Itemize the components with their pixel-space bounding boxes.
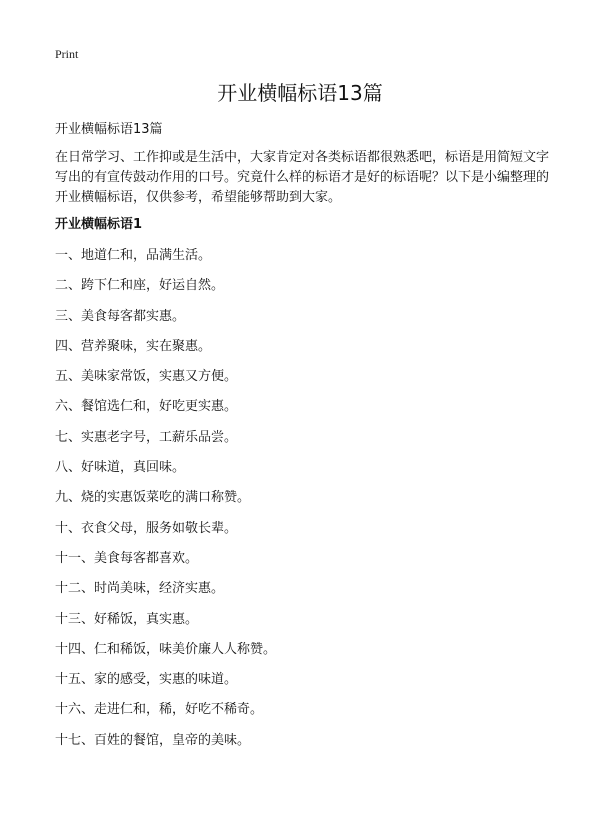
slogan-list [55, 247, 276, 762]
slogan-item: 三、美食每客都实惠。 [55, 308, 186, 324]
slogan-item: 十六、走进仁和，稀，好吃不稀奇。 [55, 702, 264, 718]
slogan-item: 四、营养聚味，实在聚惠。 [55, 338, 212, 354]
document-subtitle: 开业横幅标语13篇 [55, 122, 163, 137]
slogan-item: 一、地道仁和，品满生活。 [55, 248, 212, 263]
slogan-item: 九、烧的实惠饭菜吃的满口称赞。 [55, 490, 251, 506]
slogan-item: 八、好味道，真回味。 [55, 460, 186, 476]
print-link[interactable]: Print [55, 47, 79, 61]
slogan-item: 十四、仁和稀饭，味美价廉人人称赞。 [55, 641, 277, 657]
slogan-item: 五、美味家常饭，实惠又方便。 [55, 369, 238, 385]
slogan-item: 七、实惠老字号，工薪乐品尝。 [55, 429, 238, 445]
slogan-item: 十五、家的感受，实惠的味道。 [55, 672, 238, 688]
slogan-item: 十二、时尚美味，经济实惠。 [55, 581, 225, 597]
intro-paragraph: 在日常学习、工作抑或是生活中，大家肯定对各类标语都很熟悉吧，标语是用简短文字写出的有宣传鼓动作用的口号。究竟什么样的标语才是好的标语呢？以下是小编整理的开业横幅标语，仅供参考，希望能够帮助到大家。 [55, 150, 550, 205]
slogan-item: 六、餐馆选仁和，好吃更实惠。 [55, 399, 238, 415]
section-heading: 开业横幅标语1 [55, 217, 143, 232]
slogan-item: 十、衣食父母，服务如敬长辈。 [55, 520, 238, 536]
slogan-item: 二、跨下仁和座，好运自然。 [55, 278, 225, 294]
slogan-item: 十一、美食每客都喜欢。 [55, 550, 199, 566]
slogan-item: 十七、百姓的餐馆，皇帝的美味。 [55, 732, 251, 748]
document-title: 开业横幅标语13篇 [217, 81, 383, 105]
slogan-item: 十三、好稀饭，真实惠。 [55, 611, 199, 627]
